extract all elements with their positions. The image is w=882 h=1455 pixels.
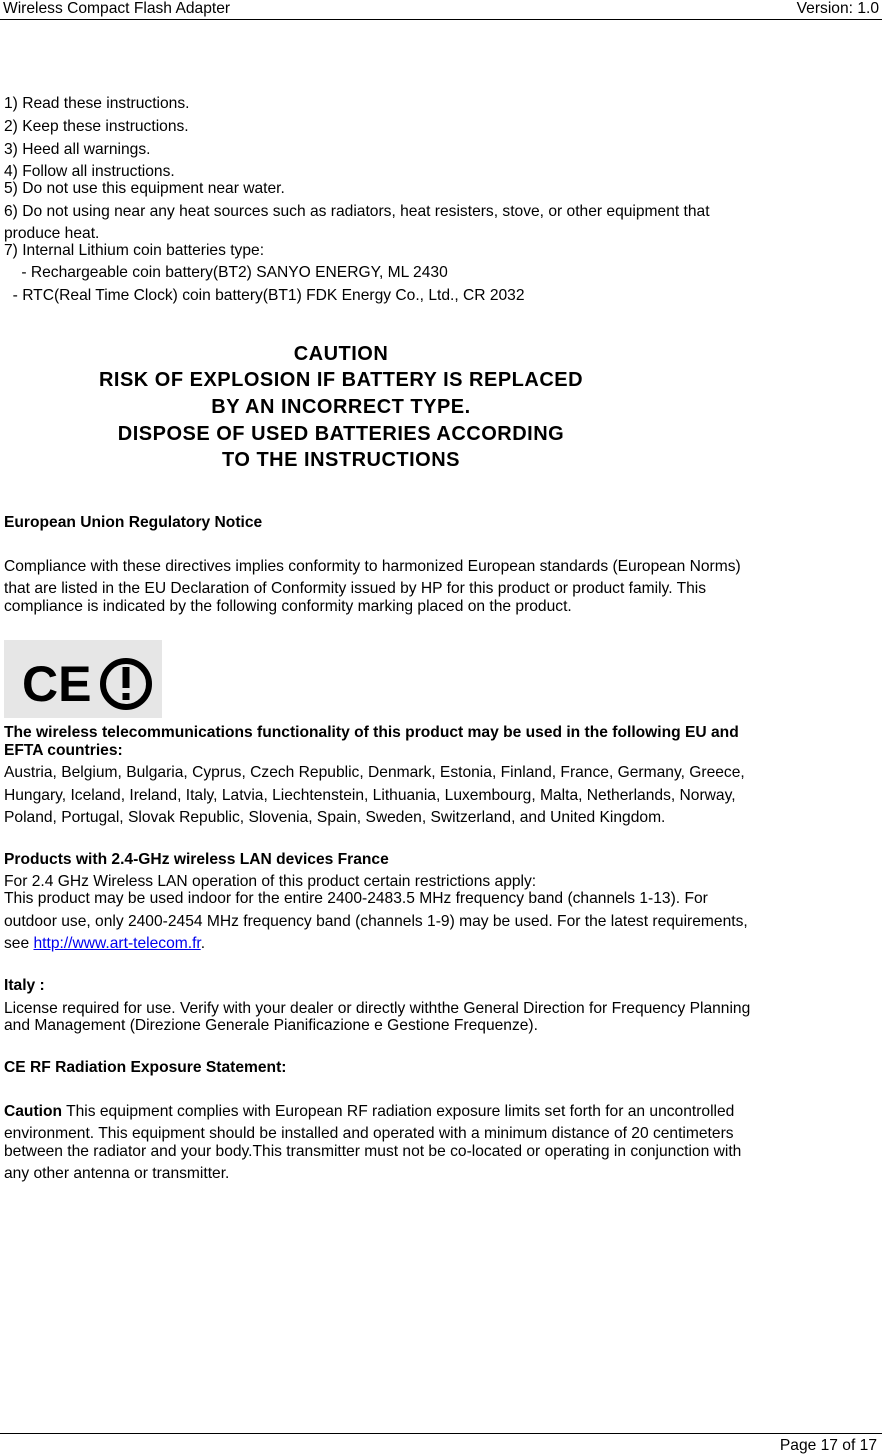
countries-heading: EFTA countries: (4, 742, 123, 759)
rf-caution-label: Caution (4, 1103, 63, 1120)
document-version: Version: 1.0 (796, 0, 879, 17)
france-heading: Products with 2.4-GHz wireless LAN devices France (4, 851, 389, 868)
rf-heading: CE RF Radiation Exposure Statement: (4, 1059, 287, 1076)
eu-notice-text: compliance is indicated by the following conformity marking placed on the product. (4, 598, 572, 615)
caution-line: CAUTION (293, 343, 389, 365)
instruction-line: 6) Do not using near any heat sources such as radiators, heat resisters, stove, or other equipment that (4, 203, 710, 220)
rf-text: environment. This equipment should be installed and operated with a minimum distance of 20 centimeters (4, 1125, 734, 1142)
countries-heading: The wireless telecommunications functionality of this product may be used in the following EU and (4, 724, 739, 741)
rf-text: between the radiator and your body.This transmitter must not be co-located or operating in conjunction with (4, 1143, 742, 1160)
instruction-line: 5) Do not use this equipment near water. (4, 180, 285, 197)
rf-text-rest: This equipment complies with European RF radiation exposure limits set forth for an uncontrolled (62, 1103, 735, 1120)
footer-rule (0, 1433, 882, 1434)
instruction-line: produce heat. (4, 225, 100, 242)
countries-text: Hungary, Iceland, Ireland, Italy, Latvia, Liechtenstein, Lithuania, Luxembourg, Malta, Netherlands, Norway, (4, 787, 736, 804)
france-text: This product may be used indoor for the entire 2400-2483.5 MHz frequency band (channels 1-13). For (4, 890, 708, 907)
france-see-line (4, 935, 205, 953)
document-title: Wireless Compact Flash Adapter (3, 0, 231, 17)
instruction-line: 7) Internal Lithium coin batteries type: (4, 242, 265, 259)
caution-line: DISPOSE OF USED BATTERIES ACCORDING (117, 423, 565, 445)
rf-text: any other antenna or transmitter. (4, 1165, 230, 1182)
france-text: For 2.4 GHz Wireless LAN operation of this product certain restrictions apply: (4, 873, 537, 890)
countries-text: Austria, Belgium, Bulgaria, Cyprus, Czech Republic, Denmark, Estonia, Finland, France, Germany, Greece, (4, 764, 745, 781)
instruction-line: 2) Keep these instructions. (4, 118, 189, 135)
see-prefix: see (4, 935, 34, 952)
italy-heading: Italy : (4, 977, 45, 994)
rf-text (4, 1103, 734, 1121)
countries-text: Poland, Portugal, Slovak Republic, Slovenia, Spain, Sweden, Switzerland, and United Kingdom. (4, 809, 666, 826)
instruction-line: 4) Follow all instructions. (4, 163, 175, 180)
ce-alert-mark (4, 640, 162, 718)
see-suffix: . (200, 935, 206, 952)
caution-line: BY AN INCORRECT TYPE. (211, 396, 471, 418)
eu-notice-text: Compliance with these directives implies conformity to harmonized European standards (European Norms) (4, 558, 741, 575)
caution-line: RISK OF EXPLOSION IF BATTERY IS REPLACED (98, 369, 584, 391)
instruction-line: - RTC(Real Time Clock) coin battery(BT1) FDK Energy Co., Ltd., CR 2032 (4, 287, 525, 304)
instruction-line: 3) Heed all warnings. (4, 141, 151, 158)
page-number: Page 17 of 17 (779, 1437, 877, 1454)
art-telecom-link[interactable]: http://www.art-telecom.fr (33, 935, 201, 952)
caution-line: TO THE INSTRUCTIONS (221, 449, 461, 471)
italy-text: License required for use. Verify with your dealer or directly withthe General Direction for Frequency Planning (4, 1000, 751, 1017)
header-rule (0, 19, 882, 20)
eu-notice-heading: European Union Regulatory Notice (4, 514, 263, 531)
instruction-line: 1) Read these instructions. (4, 95, 190, 112)
france-text: outdoor use, only 2400-2454 MHz frequency band (channels 1-9) may be used. For the latest requirements, (4, 913, 748, 930)
eu-notice-text: that are listed in the EU Declaration of Conformity issued by HP for this product or product family. This (4, 580, 707, 597)
instruction-line: - Rechargeable coin battery(BT2) SANYO ENERGY, ML 2430 (4, 264, 448, 281)
italy-text: and Management (Direzione Generale Pianificazione e Gestione Frequenze). (4, 1017, 538, 1034)
ce-mark: CE (22, 656, 92, 712)
